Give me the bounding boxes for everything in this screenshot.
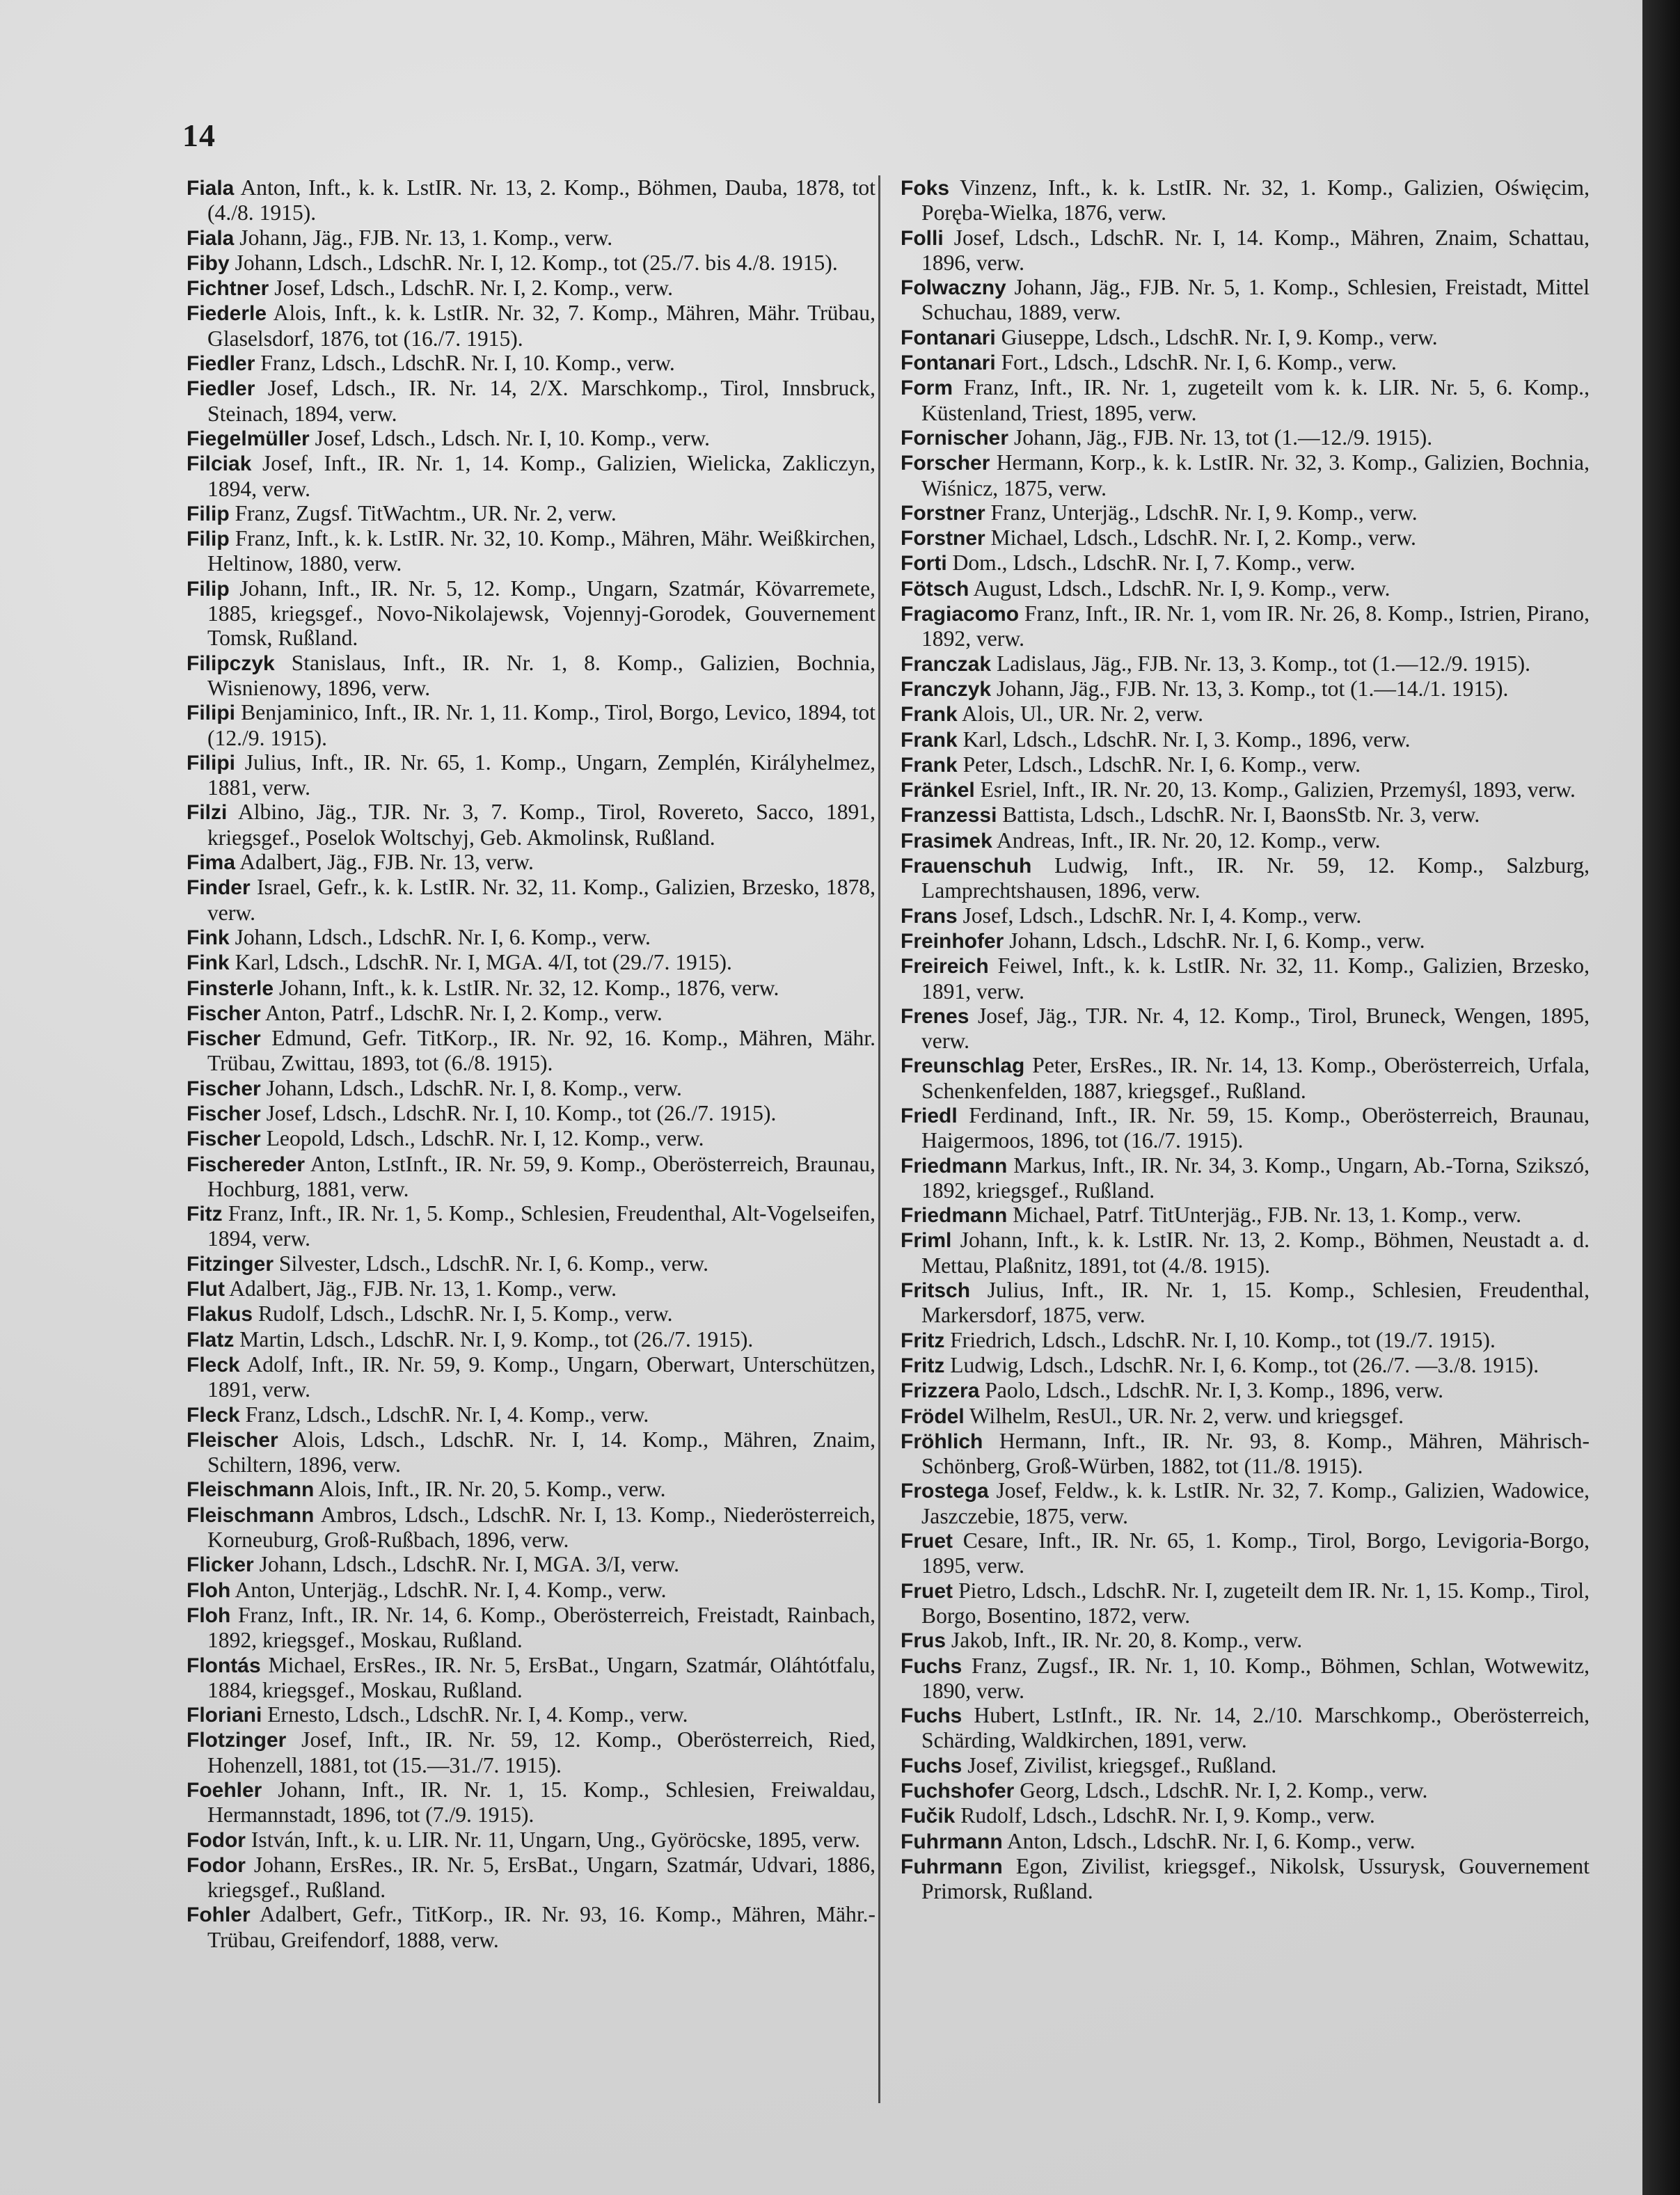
list-item [187, 800, 875, 850]
entry-details: Anton, Unterjäg., LdschR. Nr. I, 4. Komp., verw. [235, 1577, 667, 1602]
entry-surname: Fohler [187, 1903, 251, 1927]
entry-surname: Franzessi [901, 804, 997, 827]
entry-details: Alois, Ul., UR. Nr. 2, verw. [961, 702, 1204, 727]
entry-surname: Fischer [187, 1027, 261, 1051]
entry-surname: Filciak [187, 452, 252, 476]
entry-surname: Fontanari [901, 351, 996, 375]
entry-details: Ludwig, Ldsch., LdschR. Nr. I, 6. Komp., tot (26./7. —3./8. 1915). [950, 1352, 1539, 1377]
entry-details: Josef, Inft., IR. Nr. 1, 14. Komp., Galizien, Wielicka, Zakliczyn, 1894, verw. [207, 451, 875, 501]
list-item [901, 450, 1590, 500]
entry-surname: Fuchshofer [901, 1780, 1015, 1802]
entry-details: Ladislaus, Jäg., FJB. Nr. 13, 3. Komp., tot (1.—12./9. 1915). [996, 651, 1530, 676]
entry-details: Anton, Inft., k. k. LstIR. Nr. 13, 2. Komp., Böhmen, Dauba, 1878, tot (4./8. 1915). [207, 175, 876, 225]
entry-surname: Flatz [187, 1328, 235, 1352]
entry-surname: Fiala [187, 177, 235, 200]
entry-surname: Frank [901, 703, 958, 727]
entry-details: Esriel, Inft., IR. Nr. 20, 13. Komp., Galizien, Przemyśl, 1893, verw. [980, 777, 1576, 802]
entry-surname: Filipczyk [187, 651, 275, 675]
list-item [901, 175, 1590, 225]
entry-surname: Fiedler [187, 377, 255, 401]
entry-details: Albino, Jäg., TJR. Nr. 3, 7. Komp., Tirol, Rovereto, Sacco, 1891, kriegsgef., Poselok Woltschyj, Geb. Akmolinsk, Rußland. [207, 800, 875, 850]
list-item [901, 1053, 1590, 1103]
entry-details: Hermann, Inft., IR. Nr. 93, 8. Komp., Mähren, Mährisch-Schönberg, Groß-Würben, 1882, tot (11./8. 1915). [921, 1428, 1590, 1479]
entry-surname: Fiby [187, 251, 230, 275]
entry-surname: Fiederle [187, 302, 267, 326]
entry-details: Battista, Ldsch., LdschR. Nr. I, BaonsStb. Nr. 3, verw. [1002, 802, 1480, 827]
entry-surname: Flontás [187, 1654, 261, 1677]
entry-details: Silvester, Ldsch., LdschR. Nr. I, 6. Komp., verw. [278, 1251, 708, 1276]
entry-surname: Frauenschuh [901, 855, 1032, 878]
entry-details: Giuseppe, Ldsch., LdschR. Nr. I, 9. Komp., verw. [1001, 324, 1438, 349]
list-item [187, 1101, 875, 1126]
list-item [901, 727, 1590, 752]
entry-details: Franz, Unterjäg., LdschR. Nr. I, 9. Komp., verw. [990, 500, 1418, 525]
list-item [187, 1301, 875, 1326]
entry-details: Edmund, Gefr. TitKorp., IR. Nr. 92, 16. Komp., Mähren, Mähr. Trübau, Zwittau, 1893, tot (6./8. 1915). [207, 1026, 876, 1076]
entry-details: Cesare, Inft., IR. Nr. 65, 1. Komp., Tirol, Borgo, Levigoria-Borgo, 1895, verw. [921, 1528, 1590, 1578]
entry-details: Vinzenz, Inft., k. k. LstIR. Nr. 32, 1. Komp., Galizien, Oświęcim, Poręba-Wielka, 1876, verw. [921, 175, 1590, 225]
entry-details: Wilhelm, ResUl., UR. Nr. 2, verw. und kriegsgef. [969, 1403, 1404, 1428]
entry-details: Josef, Ldsch., LdschR. Nr. I, 2. Komp., verw. [274, 276, 673, 301]
list-item [901, 928, 1590, 953]
entry-details: Rudolf, Ldsch., LdschR. Nr. I, 9. Komp., verw. [960, 1803, 1375, 1828]
entry-surname: Fleischmann [187, 1503, 315, 1527]
list-item [187, 1653, 875, 1703]
list-item [901, 777, 1590, 802]
list-item [187, 1777, 875, 1828]
entry-details: Johann, Inft., IR. Nr. 5, 12. Komp., Ungarn, Szatmár, Kövarremete, 1885, kriegsgef., Novo-Nikolajewsk, Vojennyj-Gorodek, Gouvernement Tomsk, Rußland. [207, 576, 875, 651]
entry-surname: Fränkel [901, 779, 975, 802]
entry-surname: Frödel [901, 1404, 965, 1428]
list-item [901, 601, 1590, 651]
page-edge [1642, 0, 1680, 2195]
list-item [187, 700, 875, 750]
entry-details: Leopold, Ldsch., LdschR. Nr. I, 12. Komp., verw. [266, 1126, 704, 1151]
list-item [901, 225, 1590, 276]
list-item [901, 525, 1590, 550]
list-item [901, 1353, 1590, 1378]
entry-details: Martin, Ldsch., LdschR. Nr. I, 9. Komp., tot (26./7. 1915). [239, 1326, 754, 1352]
entry-surname: Forstner [901, 527, 985, 550]
list-item [187, 1603, 875, 1653]
entry-surname: Frans [901, 904, 958, 928]
entry-details: Josef, Ldsch., Ldsch. Nr. I, 10. Komp., verw. [315, 425, 711, 450]
list-item [187, 526, 875, 576]
entry-surname: Fontanari [901, 326, 996, 349]
entry-details: Adalbert, Jäg., FJB. Nr. 13, 1. Komp., verw. [229, 1276, 617, 1301]
entry-details: Hermann, Korp., k. k. LstIR. Nr. 32, 3. Komp., Galizien, Bochnia, Wiśnicz, 1875, verw. [921, 450, 1590, 500]
entry-surname: Floh [187, 1603, 231, 1627]
entry-details: Feiwel, Inft., k. k. LstIR. Nr. 32, 11. Komp., Galizien, Brzesko, 1891, verw. [921, 953, 1590, 1004]
list-item [187, 301, 875, 351]
entry-surname: Flicker [187, 1553, 254, 1577]
entry-details: Israel, Gefr., k. k. LstIR. Nr. 32, 11. Komp., Galizien, Brzesko, 1878, verw. [207, 875, 875, 925]
entry-surname: Fötsch [901, 577, 969, 601]
entry-details: Hubert, LstInft., IR. Nr. 14, 2./10. Marschkomp., Oberösterreich, Schärding, Waldkirchen, 1891, verw. [921, 1703, 1590, 1753]
entry-surname: Fodor [187, 1853, 246, 1877]
list-item [187, 1702, 875, 1727]
list-item [187, 501, 875, 526]
list-item [187, 426, 875, 451]
entry-details: Rudolf, Ldsch., LdschR. Nr. I, 5. Komp., verw. [257, 1301, 673, 1326]
entry-surname: Folli [901, 226, 944, 250]
list-item [187, 451, 875, 501]
list-item [901, 1628, 1590, 1653]
entry-details: Franz, Zugsf. TitWachtm., UR. Nr. 2, verw. [235, 500, 617, 525]
entry-surname: Fischer [187, 1077, 261, 1100]
entry-surname: Fornischer [901, 426, 1009, 450]
entry-details: Franz, Zugsf., IR. Nr. 1, 10. Komp., Böhmen, Schlan, Wotwewitz, 1890, verw. [921, 1653, 1590, 1703]
entry-surname: Floh [187, 1578, 231, 1602]
entry-details: Adalbert, Gefr., TitKorp., IR. Nr. 93, 16. Komp., Mähren, Mähr.-Trübau, Greifendorf, 1888, verw. [207, 1902, 876, 1952]
entry-surname: Fitzinger [187, 1252, 274, 1276]
list-item [187, 1026, 875, 1076]
entry-details: Johann, Ldsch., LdschR. Nr. I, 6. Komp., verw. [1009, 928, 1425, 953]
list-item [901, 828, 1590, 853]
list-item [901, 903, 1590, 928]
entry-surname: Frank [901, 728, 958, 752]
entry-surname: Flut [187, 1278, 225, 1301]
list-item [187, 1552, 875, 1577]
list-item [901, 1404, 1590, 1429]
entry-surname: Forstner [901, 501, 985, 525]
entry-surname: Filipi [187, 751, 235, 775]
entry-details: Josef, Feldw., k. k. LstIR. Nr. 32, 7. Komp., Galizien, Wadowice, Jaszczebie, 1875, verw. [921, 1478, 1590, 1528]
list-item [901, 1778, 1590, 1803]
entry-details: Michael, Ldsch., LdschR. Nr. I, 2. Komp., verw. [990, 525, 1416, 550]
list-item [901, 550, 1590, 576]
list-item [187, 1126, 875, 1151]
entry-surname: Forscher [901, 452, 990, 475]
entry-surname: Frostega [901, 1480, 989, 1503]
entry-surname: Fiedler [187, 352, 255, 376]
entry-surname: Fichtner [187, 277, 269, 301]
entry-surname: Fodor [187, 1828, 246, 1852]
entry-surname: Foks [901, 177, 950, 200]
list-item [901, 702, 1590, 727]
entry-surname: Freunschlag [901, 1054, 1025, 1078]
entry-surname: Filip [187, 502, 230, 525]
entry-surname: Fuchs [901, 1704, 962, 1728]
list-item [901, 500, 1590, 525]
list-item [901, 676, 1590, 702]
list-item [901, 802, 1590, 827]
list-item [901, 1578, 1590, 1629]
list-item [901, 1228, 1590, 1278]
entry-details: Paolo, Ldsch., LdschR. Nr. I, 3. Komp., 1896, verw. [985, 1378, 1444, 1403]
entry-surname: Floriani [187, 1704, 262, 1727]
list-item [901, 752, 1590, 777]
left-column [187, 175, 875, 1952]
entry-details: Josef, Zivilist, kriegsgef., Rußland. [967, 1752, 1277, 1777]
entry-surname: Frenes [901, 1004, 969, 1028]
entry-surname: Fischer [187, 1127, 261, 1151]
entry-details: Franz, Ldsch., LdschR. Nr. I, 10. Komp., verw. [260, 351, 675, 376]
entry-surname: Fuchs [901, 1754, 962, 1777]
entry-surname: Freinhofer [901, 929, 1004, 953]
list-item [901, 1203, 1590, 1228]
list-item [187, 1727, 875, 1777]
list-item [901, 1478, 1590, 1528]
entry-surname: Frank [901, 753, 958, 777]
list-item [187, 1902, 875, 1952]
entry-surname: Fima [187, 851, 236, 875]
list-item [901, 576, 1590, 601]
entry-surname: Fritz [901, 1354, 945, 1377]
entry-details: Franz, Ldsch., LdschR. Nr. I, 4. Komp., verw. [245, 1402, 649, 1427]
list-item [901, 1378, 1590, 1403]
entry-details: Franz, Inft., IR. Nr. 14, 6. Komp., Oberösterreich, Freistadt, Rainbach, 1892, kriegsgef., Moskau, Rußland. [207, 1602, 875, 1653]
entry-details: Egon, Zivilist, kriegsgef., Nikolsk, Ussurysk, Gouvernement Primorsk, Rußland. [921, 1853, 1590, 1904]
entry-details: Alois, Inft., IR. Nr. 20, 5. Komp., verw. [318, 1477, 666, 1502]
entry-details: Franz, Inft., IR. Nr. 1, zugeteilt vom k. k. LIR. Nr. 5, 6. Komp., Küstenland, Triest, 1895, verw. [921, 375, 1590, 425]
entry-details: Markus, Inft., IR. Nr. 34, 3. Komp., Ungarn, Ab.-Torna, Szikszó, 1892, kriegsgef., Rußland. [921, 1152, 1590, 1203]
entry-surname: Fučik [901, 1805, 956, 1828]
entry-details: Ambros, Ldsch., LdschR. Nr. I, 13. Komp., Niederösterreich, Korneuburg, Groß-Rußbach, 1896, verw. [207, 1502, 876, 1553]
entry-details: Karl, Ldsch., LdschR. Nr. I, MGA. 4/I, tot (29./7. 1915). [235, 950, 732, 975]
entry-details: Josef, Jäg., TJR. Nr. 4, 12. Komp., Tirol, Bruneck, Wengen, 1895, verw. [921, 1003, 1590, 1054]
entry-surname: Filzi [187, 801, 228, 825]
entry-surname: Frizzera [901, 1379, 980, 1403]
entry-details: Johann, Ldsch., LdschR. Nr. I, MGA. 3/I, verw. [259, 1552, 680, 1577]
entry-surname: Fuhrmann [901, 1855, 1003, 1878]
list-item [187, 1076, 875, 1101]
entry-details: Johann, Ldsch., LdschR. Nr. I, 12. Komp., tot (25./7. bis 4./8. 1915). [235, 250, 838, 275]
list-item [901, 651, 1590, 676]
entry-surname: Fischer [187, 1001, 261, 1025]
list-item [901, 1004, 1590, 1054]
list-item [901, 1528, 1590, 1578]
list-item [187, 1152, 875, 1202]
list-item [901, 1429, 1590, 1479]
list-item [187, 1201, 875, 1251]
entry-details: Ludwig, Inft., IR. Nr. 59, 12. Komp., Salzburg, Lamprechtshausen, 1896, verw. [921, 853, 1590, 903]
entry-details: August, Ldsch., LdschR. Nr. I, 9. Komp., verw. [973, 576, 1390, 601]
list-item [187, 850, 875, 875]
entry-details: Johann, Inft., k. k. LstIR. Nr. 32, 12. Komp., 1876, verw. [278, 975, 779, 1000]
entry-details: Johann, ErsRes., IR. Nr. 5, ErsBat., Ungarn, Szatmár, Udvari, 1886, kriegsgef., Rußland. [207, 1852, 875, 1903]
entry-details: Josef, Inft., IR. Nr. 59, 12. Komp., Oberösterreich, Ried, Hohenzell, 1881, tot (15.—31./7. 1915). [207, 1727, 876, 1777]
list-item [187, 1578, 875, 1603]
entry-details: Johann, Jäg., FJB. Nr. 13, tot (1.—12./9. 1915). [1013, 425, 1433, 450]
list-item [187, 225, 875, 251]
list-item [187, 1251, 875, 1276]
entry-details: Alois, Inft., k. k. LstIR. Nr. 32, 7. Komp., Mähren, Mähr. Trübau, Glaselsdorf, 1876, tot (16./7. 1915). [207, 301, 876, 351]
entry-surname: Fitz [187, 1203, 223, 1226]
list-item [187, 1477, 875, 1502]
list-item [901, 1829, 1590, 1854]
list-item [187, 1427, 875, 1477]
list-item [187, 1276, 875, 1301]
entry-surname: Fink [187, 951, 230, 975]
entry-surname: Fritz [901, 1329, 945, 1352]
list-item [187, 950, 875, 975]
list-item [187, 976, 875, 1001]
entry-details: Josef, Ldsch., IR. Nr. 14, 2/X. Marschkomp., Tirol, Innsbruck, Steinach, 1894, verw. [207, 376, 875, 426]
list-item [187, 1853, 875, 1903]
list-item [901, 375, 1590, 425]
list-item [901, 1803, 1590, 1828]
entry-surname: Fiala [187, 226, 235, 250]
list-item [901, 350, 1590, 375]
entry-surname: Freireich [901, 955, 989, 978]
entry-surname: Forti [901, 552, 947, 576]
entry-surname: Fuchs [901, 1654, 962, 1678]
entry-details: Franz, Inft., IR. Nr. 1, vom IR. Nr. 26, 8. Komp., Istrien, Pirano, 1892, verw. [921, 601, 1590, 651]
entry-details: Julius, Inft., IR. Nr. 65, 1. Komp., Ungarn, Zemplén, Királyhelmez, 1881, verw. [207, 750, 875, 800]
entry-details: Johann, Ldsch., LdschR. Nr. I, 8. Komp., verw. [266, 1075, 682, 1100]
entry-surname: Franczak [901, 652, 992, 676]
entry-details: Johann, Inft., IR. Nr. 1, 15. Komp., Schlesien, Freiwaldau, Hermannstadt, 1896, tot (7./9. 1915). [207, 1777, 875, 1828]
entry-surname: Flakus [187, 1303, 253, 1326]
entry-details: Benjaminico, Inft., IR. Nr. 1, 11. Komp., Tirol, Borgo, Levico, 1894, tot (12./9. 1915). [207, 700, 876, 750]
entry-surname: Franczyk [901, 677, 992, 701]
entry-surname: Fruet [901, 1579, 953, 1603]
list-item [187, 1001, 875, 1026]
entry-surname: Form [901, 377, 953, 400]
entry-details: Stanislaus, Inft., IR. Nr. 1, 8. Komp., Galizien, Bochnia, Wisnienowy, 1896, verw. [207, 650, 876, 700]
entry-details: Franz, Inft., IR. Nr. 1, 5. Komp., Schlesien, Freudenthal, Alt-Vogelseifen, 1894, verw. [207, 1201, 875, 1251]
entry-details: Johann, Ldsch., LdschR. Nr. I, 6. Komp., verw. [235, 924, 651, 949]
list-item [187, 1327, 875, 1352]
right-column [901, 175, 1590, 1903]
list-item [187, 875, 875, 925]
list-item [187, 175, 875, 225]
list-item [187, 750, 875, 800]
entry-surname: Fischer [187, 1102, 261, 1125]
entry-surname: Foehler [187, 1779, 262, 1802]
entry-details: Michael, Patrf. TitUnterjäg., FJB. Nr. 13, 1. Komp., verw. [1013, 1203, 1521, 1228]
entry-surname: Fleck [187, 1353, 240, 1377]
entry-surname: Fink [187, 926, 230, 949]
list-item [901, 1654, 1590, 1704]
entry-surname: Flotzinger [187, 1729, 287, 1752]
list-item [187, 1352, 875, 1402]
column-divider [878, 175, 880, 2103]
entry-details: Peter, Ldsch., LdschR. Nr. I, 6. Komp., verw. [962, 752, 1361, 777]
entry-surname: Friedmann [901, 1154, 1008, 1178]
list-item [187, 576, 875, 651]
entry-surname: Friml [901, 1229, 952, 1253]
entry-details: Adalbert, Jäg., FJB. Nr. 13, verw. [239, 850, 534, 875]
entry-surname: Folwaczny [901, 276, 1006, 300]
entry-details: Julius, Inft., IR. Nr. 1, 15. Komp., Schlesien, Freudenthal, Markersdorf, 1875, verw. [921, 1278, 1590, 1328]
list-item [901, 1103, 1590, 1153]
entry-surname: Finsterle [187, 976, 274, 1000]
list-item [901, 325, 1590, 350]
list-item [901, 1753, 1590, 1778]
entry-surname: Friedl [901, 1104, 958, 1127]
entry-details: Dom., Ldsch., LdschR. Nr. I, 7. Komp., verw. [952, 550, 1356, 576]
entry-details: Johann, Jäg., FJB. Nr. 13, 1. Komp., verw. [239, 225, 613, 250]
entry-details: Josef, Ldsch., LdschR. Nr. I, 4. Komp., verw. [962, 903, 1362, 928]
list-item [901, 853, 1590, 903]
entry-surname: Fleischer [187, 1428, 278, 1452]
entry-details: Johann, Jäg., FJB. Nr. 13, 3. Komp., tot (1.—14./1. 1915). [996, 676, 1509, 701]
entry-details: Anton, LstInft., IR. Nr. 59, 9. Komp., Oberösterreich, Braunau, Hochburg, 1881, verw. [207, 1151, 875, 1201]
entry-surname: Filip [187, 528, 230, 551]
list-item [187, 276, 875, 301]
entry-details: Georg, Ldsch., LdschR. Nr. I, 2. Komp., verw. [1020, 1778, 1428, 1802]
entry-details: Josef, Ldsch., LdschR. Nr. I, 10. Komp., tot (26./7. 1915). [266, 1100, 777, 1125]
entry-details: Karl, Ldsch., LdschR. Nr. I, 3. Komp., 1896, verw. [962, 727, 1411, 752]
entry-details: Peter, ErsRes., IR. Nr. 14, 13. Komp., Oberösterreich, Urfala, Schenkenfelden, 1887, kriegsgef., Rußland. [921, 1053, 1590, 1103]
list-item [187, 651, 875, 701]
entry-surname: Fuhrmann [901, 1830, 1003, 1853]
entry-details: Ernesto, Ldsch., LdschR. Nr. I, 4. Komp., verw. [267, 1702, 688, 1727]
list-item [901, 953, 1590, 1004]
entry-details: Johann, Jäg., FJB. Nr. 5, 1. Komp., Schlesien, Freistadt, Mittel Schuchau, 1889, verw. [921, 275, 1590, 325]
entry-surname: Fiegelmüller [187, 427, 310, 450]
entry-details: Franz, Inft., k. k. LstIR. Nr. 32, 10. Komp., Mähren, Mähr. Weißkirchen, Heltinow, 1880, verw. [207, 526, 876, 576]
entry-details: Friedrich, Ldsch., LdschR. Nr. I, 10. Komp., tot (19./7. 1915). [950, 1327, 1496, 1352]
list-item [901, 275, 1590, 325]
list-item [901, 1854, 1590, 1904]
list-item [187, 1402, 875, 1427]
entry-details: Fort., Ldsch., LdschR. Nr. I, 6. Komp., verw. [1001, 350, 1397, 375]
entry-surname: Fragiacomo [901, 603, 1020, 626]
entry-details: Adolf, Inft., IR. Nr. 59, 9. Komp., Ungarn, Oberwart, Unterschützen, 1891, verw. [207, 1352, 876, 1402]
entry-surname: Friedmann [901, 1204, 1008, 1228]
entry-surname: Fröhlich [901, 1429, 983, 1453]
list-item [901, 425, 1590, 450]
list-item [187, 1503, 875, 1553]
entry-details: Anton, Patrf., LdschR. Nr. I, 2. Komp., verw. [264, 1000, 663, 1025]
entry-details: Andreas, Inft., IR. Nr. 20, 12. Komp., verw. [996, 827, 1381, 853]
entry-details: Anton, Ldsch., LdschR. Nr. I, 6. Komp., verw. [1006, 1828, 1416, 1853]
entry-surname: Filipi [187, 702, 235, 725]
page-number: 14 [182, 118, 216, 153]
entry-surname: Fischereder [187, 1152, 306, 1176]
entry-details: Ferdinand, Inft., IR. Nr. 59, 15. Komp., Oberösterreich, Braunau, Haigermoos, 1896, tot (16./7. 1915). [921, 1102, 1590, 1153]
list-item [901, 1278, 1590, 1328]
entry-surname: Frus [901, 1629, 946, 1653]
entry-details: Michael, ErsRes., IR. Nr. 5, ErsBat., Ungarn, Szatmár, Oláhtótfalu, 1884, kriegsgef., Moskau, Rußland. [207, 1652, 875, 1702]
entry-details: Alois, Ldsch., LdschR. Nr. I, 14. Komp., Mähren, Znaim, Schiltern, 1896, verw. [207, 1427, 875, 1477]
list-item [901, 1703, 1590, 1753]
list-item [901, 1153, 1590, 1203]
entry-surname: Fritsch [901, 1279, 971, 1303]
entry-surname: Fruet [901, 1530, 953, 1553]
list-item [187, 1828, 875, 1853]
list-item [187, 925, 875, 950]
list-item [901, 1328, 1590, 1353]
list-item [187, 351, 875, 376]
entry-details: Pietro, Ldsch., LdschR. Nr. I, zugeteilt dem IR. Nr. 1, 15. Komp., Tirol, Borgo, Bosentino, 1872, verw. [921, 1578, 1590, 1628]
list-item [187, 376, 875, 426]
entry-details: Johann, Inft., k. k. LstIR. Nr. 13, 2. Komp., Böhmen, Neustadt a. d. Mettau, Plaßnitz, 1891, tot (4./8. 1915). [921, 1228, 1590, 1278]
entry-surname: Finder [187, 876, 251, 900]
entry-surname: Fleck [187, 1403, 240, 1427]
entry-details: István, Inft., k. u. LIR. Nr. 11, Ungarn, Ung., Györöcske, 1895, verw. [251, 1827, 860, 1852]
entry-details: Josef, Ldsch., LdschR. Nr. I, 14. Komp., Mähren, Znaim, Schattau, 1896, verw. [921, 225, 1590, 275]
list-item [187, 251, 875, 276]
entry-details: Jakob, Inft., IR. Nr. 20, 8. Komp., verw. [951, 1628, 1303, 1653]
entry-surname: Frasimek [901, 829, 992, 853]
entry-surname: Fleischmann [187, 1478, 315, 1502]
entry-surname: Filip [187, 577, 230, 601]
